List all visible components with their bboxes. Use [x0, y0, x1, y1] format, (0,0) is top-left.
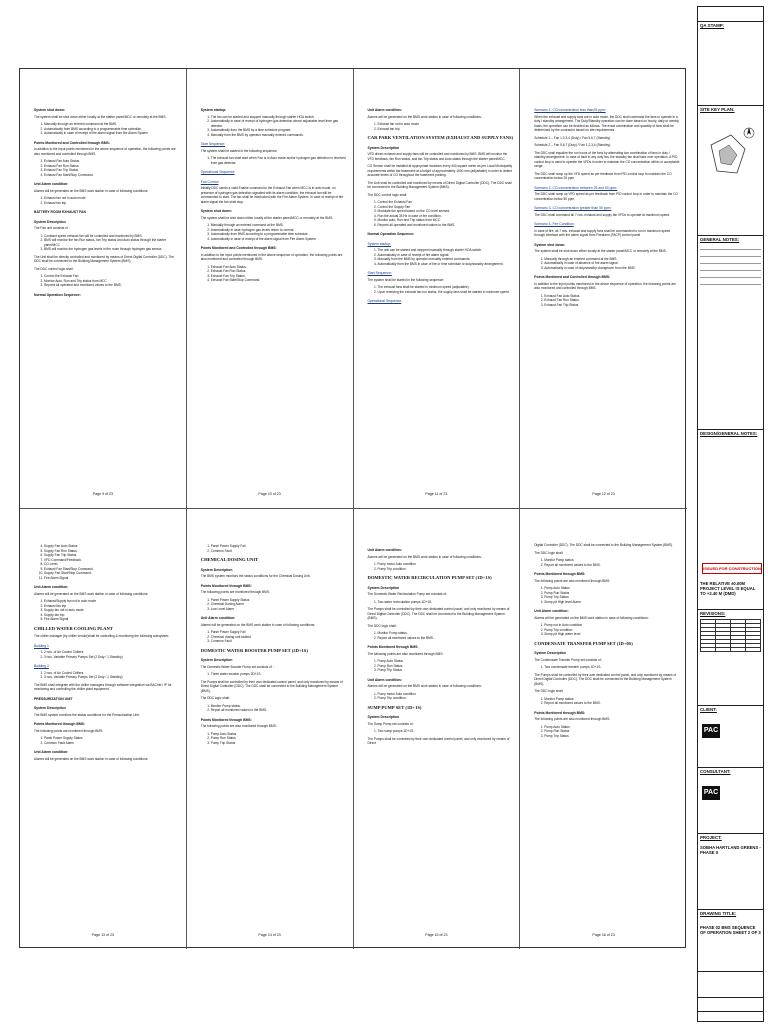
paragraph: The Pumps shall be controlled by their own dedicated control panel, and only monitored by means of Direct Digital Controller (DDC). The DDC shall be connected to the Building Management System (BMS). [367, 607, 510, 620]
paragraph: In case of fire, all 7 nos. exhaust and supply fans shall be commanded to run in maximum speed through interface with the alarm signal from Firealarm (FACP) control panel [534, 228, 671, 237]
system-title: CONDENSATE TRANSFER PUMP SET (1D+0S) [534, 640, 633, 646]
paragraph: The DDC logic shall: [534, 689, 564, 693]
list-item: 2. Common Fault Alarm [44, 741, 180, 746]
paragraph: The DDC shall ramp up VFD speed as per feedback from PID control loop in order to maintain the CO concentration below 50 ppm. [534, 192, 678, 201]
paragraph: The system shall be shut down either locally at the starter panel/MCC or remotely at the BMS. [200, 215, 334, 220]
paragraph: The following points are also monitored through BMS: [200, 724, 277, 728]
list-item: 1. The fan can be started and stopped manually through starter HOA switch. [211, 115, 347, 120]
numbered-list [211, 704, 347, 713]
section-heading: Unit Alarm condition: [34, 182, 69, 186]
system-title: DOMESTIC WATER RECIRCULATION PUMP SET (1D+1S) [367, 575, 492, 580]
list-item: 1. Exhaust fan not in auto mode [44, 196, 180, 201]
list-item: 1. Monitor Pump status. [544, 558, 681, 563]
numbered-list [544, 623, 681, 637]
list-item: 2. 3 nos. Variable Primary Pumps Set (2 Duty / 1 Standby) [44, 675, 180, 680]
numbered-list [211, 732, 347, 746]
paragraph: The Sump Pump set consists of : [367, 721, 415, 726]
page-number: Page 14 of 23 [258, 932, 281, 937]
list-item: 3. Pump Trip Status [544, 595, 681, 600]
numbered-list [544, 586, 681, 604]
list-item: 5. Monitor auto, Run and Trip status from MCC. [378, 218, 514, 223]
list-item: 2. Exhaust Fan Run Status. [44, 164, 180, 169]
level-note: THE RELATIVE ±0.00M PROJECT LEVEL IS EQUAL TO +2.40 M (DMD) [700, 581, 756, 596]
list-item: 2. Chemical dosing unit faulted [211, 635, 347, 640]
paragraph: The system shall be shut down either locally at the starter panel/MCC or remotely at the BMS. [534, 249, 667, 253]
list-item: 1. Manually through an entered command at the BMS. [211, 223, 347, 228]
list-item: 5. Supply Fan Run Status. [44, 549, 180, 554]
numbered-list [44, 196, 180, 205]
numbered-list [378, 248, 514, 266]
section-heading: Points Monitored through BMS: [534, 710, 586, 715]
list-item: 2. Pump Run Status [544, 729, 681, 734]
section-heading: Building 2 [34, 664, 49, 668]
list-item: 1. Exhaust/Supply fan not in auto mode [44, 599, 180, 604]
client-logo: PAC [702, 724, 720, 738]
document-page [187, 509, 354, 949]
list-item: 1. Manually through an entered command at the BMS. [544, 257, 681, 262]
paragraph: When the exhaust and supply fans are in auto mode, the DDC shall command the fans to operate in a duty / standby arrangement. The Duty/Standby operation can be done based on hourly, daily or weekly basis, the operation can be decided as follows. The exact combination and quantity of fans shall be determined by the contractor based on site requirements. [534, 114, 679, 132]
list-item: 10. Supply Fan Start/Stop Command. [44, 571, 180, 576]
paragraph: The system shall be shut down either locally at the starter panel/MCC or remotely at the BMS. [34, 114, 167, 119]
document-page [354, 69, 521, 509]
section-heading: Normal Operation Sequence: [34, 292, 81, 297]
section-heading: Scenario 1- CO concentration less than25 ppm: [534, 108, 606, 112]
list-item: 3. Modulate the speed based on the CO level sensed. [378, 209, 514, 214]
list-item: 3. Reports all operated and monitored values to the BMS. [44, 283, 180, 288]
list-item: 7. VFD Command/Feedback. [44, 558, 180, 563]
section-heading: Points Monitored and Controlled through BMS: [534, 275, 611, 279]
section-heading: Scenario 3- CO concentration greater than 50 ppm: [534, 206, 612, 210]
paragraph: The following points are monitored through BMS: [34, 728, 104, 733]
list-item: 4. Manually from the BMS by operator manually entered commands. [211, 133, 347, 138]
list-item: 2. Automatically in case of absence of fire alarm signal. [544, 261, 681, 266]
page-number: Page 12 of 23 [592, 491, 615, 496]
title-block [697, 6, 764, 1022]
drawing-meta-grid [698, 971, 763, 992]
list-item: 2. 3 nos. Variable Primary Pumps Set (2 Duty / 1 Standby) [44, 655, 180, 660]
list-item: 1. Pump motor Auto condition [378, 562, 514, 567]
paragraph: In addition to the input points mentioned in the above sequence of operation, the following points are also monitored and controlled through BMS. [34, 147, 176, 156]
list-item: 1. Panel Power Supply Fail [211, 544, 347, 549]
paragraph: Alarms will be generated on the BMS work station in case of following conditions: [200, 622, 316, 627]
document-page [187, 69, 354, 509]
section-heading: Normal Operation Sequence: [367, 232, 415, 236]
section-heading: Points Monitored through BMS: [200, 583, 252, 588]
numbered-list [378, 285, 514, 294]
numbered-list [44, 671, 180, 680]
section-heading: System Description [534, 651, 566, 655]
paragraph: The Pumps shall be controlled by their own dedicated control panel, and only monitored by means of Direct Digital Controller (DDC). The DDC shall be connected to the Building Management System (BMS). [200, 679, 343, 693]
list-item: 3. Supply fan not in auto mode [44, 608, 180, 613]
site-key-plan-label: SITE KEY PLAN: [700, 107, 735, 112]
section-heading: Building 1 [34, 643, 49, 648]
section-heading: System Description [367, 145, 400, 150]
paragraph: The DDC shall ramp up the VFD speed as per feedback from PID control loop to maintain the CO concentration below 25 ppm. [534, 171, 672, 180]
paragraph: The Domestic Water Booster Pump set consists of : [200, 664, 274, 669]
list-item: 1. The exhaust fan shall start when Fan is in Auto mode and/or hydrogen gas detection is received from gas detector. [211, 156, 347, 165]
list-item: 2. Pump Run Status [378, 664, 514, 669]
list-item: 2. Automatically from BMS according to a programmable time schedule. [44, 127, 180, 132]
numbered-list [378, 600, 514, 605]
list-item: 8. CO Level. [44, 562, 180, 567]
list-item: 1. Panel Power Supply Fail [211, 630, 347, 635]
section-heading: Fan Control [200, 179, 219, 184]
page-number: Page 13 of 23 [91, 932, 115, 937]
project-label: PROJECT: [700, 835, 722, 840]
document-page [520, 69, 687, 509]
list-item: 1. Constant speed exhaust fan will be controlled and monitored by BMS. [44, 234, 180, 239]
paragraph: The Condensate Transfer Pump set consists of: [534, 657, 602, 662]
list-item: 1. Control the Exhaust Fan [378, 200, 514, 205]
list-item: 1. Control the Exhaust Fan [44, 274, 180, 279]
paragraph: In addition to the input points mentioned in the above sequence of operation, the following points are also monitored and controlled through BMS. [200, 252, 343, 261]
list-item: 2. Report all monitored values to the BMS. [544, 701, 681, 706]
list-item: 3. Automatically from BMS according to a programmable time schedule. [211, 232, 347, 237]
list-item: 1. 2 nos. of Air Cooled Chillers [44, 650, 180, 655]
project-name: SOBHA HARTLAND GREENS - PHASE II [700, 845, 761, 855]
list-item: 2. Chemical Dosing Alarm [211, 602, 347, 607]
section-heading: PRESSURIZATION UNIT [34, 696, 73, 701]
paragraph: The DDC logic shall: [534, 550, 564, 555]
document-page [20, 509, 187, 949]
section-heading: Points Monitored through BMS: [534, 572, 586, 576]
numbered-list [44, 234, 180, 252]
numbered-list [378, 729, 514, 734]
numbered-list [211, 223, 347, 241]
section-heading: Unit Alarm condition: [34, 750, 69, 754]
numbered-list [211, 265, 347, 283]
numbered-list [544, 697, 681, 706]
list-item: 1. Pump not in Auto condition [544, 623, 681, 628]
paragraph: Alarms will be generated on the BMS work station in case of following conditions: [34, 591, 149, 596]
list-item: 3. BMS will monitor the hydrogen gas levels in the room through hydrogen gas sensor. [44, 247, 180, 252]
section-heading: System Description [34, 706, 66, 710]
section-heading: System startup: [367, 241, 392, 246]
revisions-label: REVISIONS: [700, 611, 726, 616]
paragraph: The following points are also monitored through BMS: [534, 578, 611, 583]
list-item: 1. Pump Auto Status [211, 732, 347, 737]
list-item: 2. Upon receiving the exhaust fan run status, the supply fans shall be started in minimum speed. [378, 290, 514, 295]
general-notes-label: GENERAL NOTES: [700, 237, 740, 242]
paragraph: Alarms will be generated on the BMS work station in case of following conditions: [34, 756, 149, 761]
list-item: 2. Exhaust fan trip [44, 604, 180, 609]
list-item: 2. Pump Trip condition [378, 567, 514, 572]
numbered-list [211, 672, 347, 677]
paragraph: The following points are also monitored through BMS: [534, 717, 611, 721]
list-item: 9. Exhaust Fan Start/Stop Command. [44, 567, 180, 572]
list-item: 1. Monitor Pump status. [378, 631, 514, 636]
document-page [354, 509, 521, 949]
section-heading: Points Monitored and Controlled through BMS: [34, 140, 110, 145]
list-item: 1. The exhaust fans shall be started in minimum speed (adjustable). [378, 285, 514, 290]
page-number: Page 11 of 23 [425, 491, 448, 496]
list-item: 3. Exhaust Fan Trip Status. [211, 274, 347, 279]
section-heading: Unit Alarm condition: [367, 548, 402, 552]
consultant-label: CONSULTANT: [700, 769, 731, 774]
list-item: 4. Automatically from the BMS in case of fire or time schedule or duty/standby arrangement. [378, 262, 514, 267]
section-heading: System Description [367, 585, 400, 590]
paragraph: The DDC shall command all 7 nos. exhaust and supply fan VFDs to operate at maximum speed. [534, 212, 670, 217]
list-item: 2. Pump Run Status [211, 736, 347, 741]
list-item: 2. BMS will monitor the fan Run status, fan Trip status and Auto status through the starter panel/MCC. [44, 238, 180, 247]
paragraph: Alarms will be generated on the BMS work station in case of following conditions: [367, 684, 482, 688]
numbered-list [44, 736, 180, 745]
list-item: 2. Exhaust Fan Run Status. [211, 269, 347, 274]
page-number: Page 16 of 23 [592, 932, 615, 937]
list-item: 2. Exhaust fan trip [378, 127, 514, 132]
list-item: 3. Automatically in case of receipt of fire alarm signal from fire Alarm System [44, 131, 180, 136]
section-heading: Unit Alarm condition: [200, 616, 236, 620]
list-item: 1. Pump motor Auto condition [378, 692, 514, 697]
section-heading: System startup: [200, 108, 227, 112]
document-page [520, 509, 687, 949]
list-item: 1. Two sump pumps 1D+1S. [378, 729, 514, 734]
section-heading: Points Monitored and Controlled through BMS: [200, 246, 277, 250]
paragraph: Schedule 1 – Fan 1,2,3,4 (Duty) / Fan 5,6,7 (Standby) [534, 135, 611, 140]
numbered-list [211, 598, 347, 612]
paragraph: The Fan unit consists of : [34, 226, 70, 230]
paragraph: Alarms will be generated on the BMS work station in case of following conditions: [34, 188, 149, 193]
page-number: Page 9 of 23 [92, 491, 114, 496]
paragraph: Schedule 2 – Fan 5,6,7 (Duty) / Fan 1,2,3,4 (Standby) [534, 143, 611, 147]
list-item: 1. Panel Power Supply Status [211, 598, 347, 603]
section-heading: System Description [200, 658, 233, 662]
list-item: 5. Fire Alarm Signal [44, 617, 180, 622]
list-item: 2. Pump Trip condition [378, 696, 514, 701]
list-item: 1. Two condensate transfer pumps 1D+1S. [544, 665, 681, 670]
list-item: 3. Sump pit High water level [544, 632, 681, 637]
paragraph: The system shall be started in the following sequence: [200, 148, 278, 153]
list-item: 6. Supply Fan Trip Status. [44, 553, 180, 558]
paragraph: In addition to the input points mentioned in the above sequence of operation, the following points are also monitored and controlled through BMS. [534, 281, 676, 290]
section-heading: Points Monitored through BMS: [367, 645, 419, 649]
section-heading: System shut down: [34, 108, 66, 112]
section-heading: Start Sequence: [367, 271, 392, 275]
paragraph: The chiller manager (by chiller vendor)shall be controlling & monitoring the following subsystem. [34, 634, 170, 638]
paragraph: The BMS system monitors the status conditions for the Pressurization Unit. [34, 712, 140, 717]
revisions-table [700, 619, 761, 652]
list-item: 4. Automatically in case of receipt of fire alarm signal from Fire Alarm System [211, 237, 347, 242]
general-notes-text [698, 243, 763, 323]
list-item: 1. Pump Auto Status [544, 725, 681, 730]
list-item: 1. Exhaust Fan Auto Status. [44, 159, 180, 164]
system-title: CHEMICAL DOSING UNIT [200, 557, 259, 562]
numbered-list [211, 156, 347, 165]
numbered-list [544, 294, 681, 308]
numbered-list [378, 659, 514, 673]
paragraph: The following points are monitored through BMS: [200, 590, 270, 594]
numbered-list [44, 274, 180, 288]
paragraph: The Unit shall be controlled and monitored by means of Direct Digital Controller (DDC). The DDC shall be connected to the Building Management System (BMS). [367, 180, 512, 189]
paragraph: CO Sensor shall be installed at appropriate locations every 400 square meter as per Local Municipality requirements within the basement at a height of approximately 1500 mm (adjustable) in order to detect accurate levels of CO throughout the basement parking. [367, 164, 513, 177]
paragraph: Alarms will be generated on the BMS work station in case of following conditions: [367, 554, 482, 559]
paragraph: Alarms will be generated on the BMS work station in case of following conditions: [367, 114, 482, 119]
paragraph: Digital Controller (DDC). The DDC shall be connected to the Building Management System (BMS). [534, 543, 674, 547]
list-item: 1. Monitor Pump status. [544, 697, 681, 702]
paragraph: The BMS shall integrate with the chiller managers through software integration via BACnet / IP for monitoring and controlling the chiller plant equipment. [34, 682, 172, 691]
page-number: Page 10 of 23 [258, 491, 281, 496]
system-title: CAR PARK VENTILATION SYSTEM (EXHAUST AND SUPPLY FANS) [367, 135, 514, 140]
drawing-sheet [19, 68, 686, 948]
paragraph: The DDC shall equalize the run hours of the fans by alternating two combination of fans in duty / standby arrangement. In case of fault in any duty fan, the standby fan shall take over operation. A PID control loop is used to operate the VFDs in order to maintain the CO concentration within or acceptable range. [534, 150, 680, 168]
numbered-list [211, 544, 347, 553]
section-heading: Unit Alarm condition: [367, 108, 402, 112]
section-heading: Points Monitored through BMS: [34, 722, 86, 726]
paragraph: The Domestic Water Recirculation Pump set consists of: [367, 592, 447, 596]
list-item: 2. Pump Run Status [544, 591, 681, 596]
paragraph: The Unit shall be directly controlled and monitored by means of Direct Digital Controller (DDC). The DDC shall be connected to the Building Management System (BMS). [34, 254, 174, 263]
numbered-list [544, 257, 681, 271]
system-title: CHILLED WATER COOLING PLANT [34, 625, 113, 631]
section-heading: Scenario 2- CO concentration between 25 and 50 ppm: [534, 185, 618, 190]
list-item: 1. Monitor Pump status. [211, 704, 347, 709]
paragraph: VFD driven exhaust and supply fans will be controlled and monitored by BMS. BMS will monitor the VFD feedback, fan Run status, and fan Trip status and Auto status through the starter panel/MCC. [367, 152, 508, 161]
list-item: 4. Run the actual 35 Hz in case of fire condition. [378, 214, 514, 219]
consultant-logo: PAC [702, 786, 720, 800]
list-item: 4. Supply Fan Auto Status. [44, 544, 180, 549]
section-heading: System Description [200, 567, 233, 572]
list-item: 1. Exhaust Fan Auto Status. [544, 294, 681, 299]
paragraph: The following points are also monitored through BMS: [367, 651, 444, 656]
paragraph: The DDC control logic shall: [34, 266, 74, 271]
list-item: 4. Supply fan trip [44, 613, 180, 618]
numbered-list [378, 631, 514, 640]
qa-stamp-label: QA STAMP: [700, 23, 725, 28]
list-item: 2. Exhaust Fan Run Status. [544, 298, 681, 303]
numbered-list [544, 558, 681, 567]
section-heading: System shut down: [534, 242, 566, 247]
numbered-list [378, 692, 514, 701]
list-item: 2. Common Fault [211, 549, 347, 554]
list-item: 2. Pump Trip condition [544, 628, 681, 633]
list-item: 3. Pump Trip Status [544, 734, 681, 739]
section-heading: System Description [367, 715, 400, 719]
list-item: 1. The unit can be started and stopped manually through starter HOA switch. [378, 248, 514, 253]
section-heading: Operational Sequence [367, 299, 402, 303]
list-item: 2. Report all monitored values to the BMS. [211, 708, 347, 713]
section-heading: Operational Sequence [200, 170, 235, 174]
paragraph: The DDC logic shall: [367, 623, 397, 628]
paragraph: The DDC logic shall: [200, 696, 230, 700]
section-heading: Scenario 4- Fire Condition [534, 222, 574, 226]
section-heading: Unit Alarm condition: [367, 677, 402, 682]
section-heading: System Description [34, 219, 66, 224]
system-title: SUMP PUMP SET (1D+1S) [367, 704, 422, 710]
drawing-title-label: DRAWING TITLE: [700, 911, 737, 916]
numbered-list [44, 159, 180, 177]
numbered-list [44, 650, 180, 659]
list-item: 4. Exhaust Fan Start/Stop Command. [211, 278, 347, 283]
page-number: Page 15 of 23 [425, 932, 448, 937]
list-item: 6. Reports all operated and monitored values to the BMS. [378, 223, 514, 228]
numbered-list [211, 115, 347, 138]
section-heading: Unit Alarm condition: [34, 585, 69, 589]
section-heading: Start Sequence: [200, 142, 226, 146]
section-heading: Unit Alarm condition: [534, 609, 569, 613]
list-item: 2. Automatically in case hydrogen gas levels return to normal. [211, 228, 347, 233]
list-item: 1. Three water booster pumps 2D+1S. [211, 672, 347, 677]
list-item: 3. Pump Trip Status [211, 741, 347, 746]
numbered-list [378, 200, 514, 227]
list-item: 1. Manually through an entered command at the BMS. [44, 122, 180, 127]
issued-for-construction-stamp: ISSUED FOR CONSTRUCTION [702, 563, 762, 574]
paragraph: Initially DDC sends a valid Enable command to the Exhaust Fan when MCC is in auto mode, on presence of hydrogen gas detection signalled with its alarm condition, the exhaust fan will be commanded to start. The fan shall be interlocked with the Fire Alarm System. In case of receipt of fire alarm signal the fan shall stop. [200, 186, 344, 204]
list-item: 3. Pump Trip Status [378, 668, 514, 673]
document-page [20, 69, 187, 509]
list-item: 11. Fire Alarm Signal [44, 576, 180, 581]
list-item: 1. Pump Auto Status [544, 586, 681, 591]
list-item: 2. Automatically in case of receipt of hydrogen gas detection above adjustable level from gas detector. [211, 119, 347, 128]
list-item: 2. Monitor Auto, Run and Trip status from MCC [44, 279, 180, 284]
list-item: 3. Automatically in case of duty/standby changeover from the BMS. [544, 266, 681, 271]
paragraph: The system shall be started in the following sequence: [367, 277, 445, 282]
list-item: 4. Sump pit High level Alarm [544, 600, 681, 605]
drawing-name: PHASE 02 BMS SEQUENCE OF OPERATION SHEET 2 OF 3 [700, 925, 761, 935]
paragraph: The Pumps shall be controlled by their own dedicated control panel, and only monitored by means of Direct [367, 736, 510, 745]
paragraph: Alarms will be generated on the BMS work station in case of following conditions: [534, 615, 649, 620]
list-item: 1. Exhaust Fan Auto Status. [211, 265, 347, 270]
list-item: 3. Low Level Alarm [211, 607, 347, 612]
list-item: 3. Common Fault [211, 639, 347, 644]
list-item: 2. Report all monitored values to the BMS. [544, 563, 681, 568]
numbered-list [44, 544, 180, 580]
numbered-list [378, 562, 514, 571]
section-heading: BATTERY ROOM EXHAUST FAN [34, 210, 86, 214]
list-item: 1. Pump Auto Status [378, 659, 514, 664]
list-item: 1. Panel Power Supply Status [44, 736, 180, 741]
design-notes-label: DESIGN/GENERAL NOTES: [700, 431, 758, 436]
numbered-list [44, 599, 180, 622]
list-item: 1. Exhaust fan not in auto mode [378, 122, 514, 127]
numbered-list [44, 122, 180, 136]
list-item: 1. Two water recirculation pumps 1D+1S. [378, 600, 514, 605]
list-item: 3. Exhaust Fan Trip Status. [44, 168, 180, 173]
list-item: 3. Manually from the BMS by operator manually entered commands. [378, 257, 514, 262]
paragraph: The DDC control logic shall: [367, 192, 408, 197]
section-heading: System shut down: [200, 209, 232, 213]
key-plan-icon [701, 115, 761, 205]
list-item: 2. Automatically in case of receipt of fire alarm signal. [378, 253, 514, 258]
section-heading: Points Monitored through BMS: [200, 717, 252, 722]
list-item: 3. Automatically from the BMS by a time schedule program. [211, 128, 347, 133]
numbered-list [211, 630, 347, 644]
paragraph: The Pumps shall be controlled by their own dedicated control panel, and only monitored by means of Direct Digital Controller (DDC). The DDC shall be connected to the Building Management System (BMS). [534, 672, 677, 686]
list-item: 4. Exhaust Fan Start/Stop Command. [44, 173, 180, 178]
list-item: 1. 2 nos. of Air Cooled Chillers [44, 671, 180, 676]
paragraph: The BMS system monitors the status conditions for the Chemical Dosing Unit. [200, 574, 311, 578]
numbered-list [378, 122, 514, 131]
list-item: 2. Control the Supply Fan [378, 205, 514, 210]
client-label: CLIENT: [700, 707, 717, 712]
list-item: 3. Exhaust Fan Trip Status. [544, 303, 681, 308]
list-item: 2. Exhaust fan trip [44, 201, 180, 206]
list-item: 2. Report all monitored values to the BMS. [378, 636, 514, 641]
system-title: DOMESTIC WATER BOOSTER PUMP SET (2D+1S) [200, 647, 308, 653]
numbered-list [544, 725, 681, 739]
header-fineprint [698, 7, 763, 12]
numbered-list [544, 665, 681, 670]
